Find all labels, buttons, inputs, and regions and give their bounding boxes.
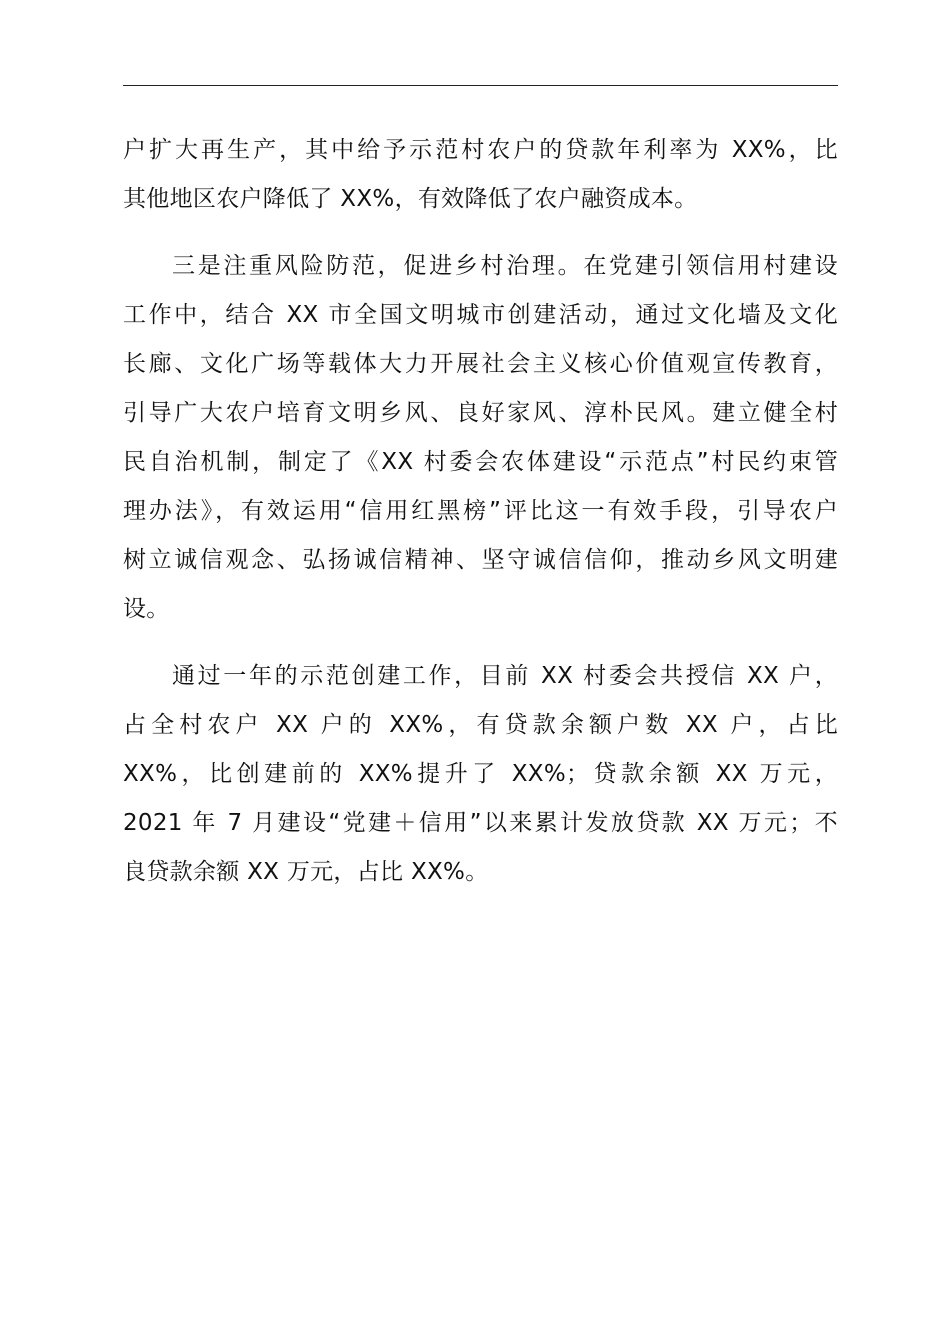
paragraph-line: 占全村农户 XX 户的 XX%，有贷款余额户数 XX 户，占比 (123, 712, 838, 738)
document-body (123, 126, 838, 897)
paragraph-line: 良贷款余额 XX 万元，占比 XX%。 (123, 859, 489, 885)
paragraph-line: 理办法》，有效运用“信用红黑榜”评比这一有效手段，引导农户 (123, 498, 838, 524)
paragraph-line: 树立诚信观念、弘扬诚信精神、坚守诚信信仰，推动乡风文明建 (123, 547, 838, 573)
paragraph-line: 其他地区农户降低了 XX%，有效降低了农户融资成本。 (123, 186, 698, 212)
header-rule (123, 85, 838, 86)
paragraph-spacing (123, 224, 838, 242)
paragraph-line: 三是注重风险防范，促进乡村治理。在党建引领信用村建设 (172, 253, 838, 279)
paragraph-line: 引导广大农户培育文明乡风、良好家风、淳朴民风。建立健全村 (123, 400, 838, 426)
paragraph-line: 设。 (123, 596, 170, 622)
paragraph-1 (123, 126, 838, 224)
paragraph-line: 2021 年 7 月建设“党建＋信用”以来累计发放贷款 XX 万元；不 (123, 810, 838, 836)
paragraph-spacing (123, 634, 838, 652)
paragraph-line: 户扩大再生产，其中给予示范村农户的贷款年利率为 XX%，比 (123, 137, 838, 163)
paragraph-line: 工作中，结合 XX 市全国文明城市创建活动，通过文化墙及文化 (123, 302, 838, 328)
paragraph-3 (123, 652, 838, 897)
paragraph-line: 通过一年的示范创建工作，目前 XX 村委会共授信 XX 户， (172, 663, 838, 689)
paragraph-2 (123, 242, 838, 634)
paragraph-line: 长廊、文化广场等载体大力开展社会主义核心价值观宣传教育， (123, 351, 838, 377)
paragraph-line: 民自治机制，制定了《XX 村委会农体建设“示范点”村民约束管 (123, 449, 838, 475)
paragraph-line: XX%，比创建前的 XX%提升了 XX%；贷款余额 XX 万元， (123, 761, 838, 787)
